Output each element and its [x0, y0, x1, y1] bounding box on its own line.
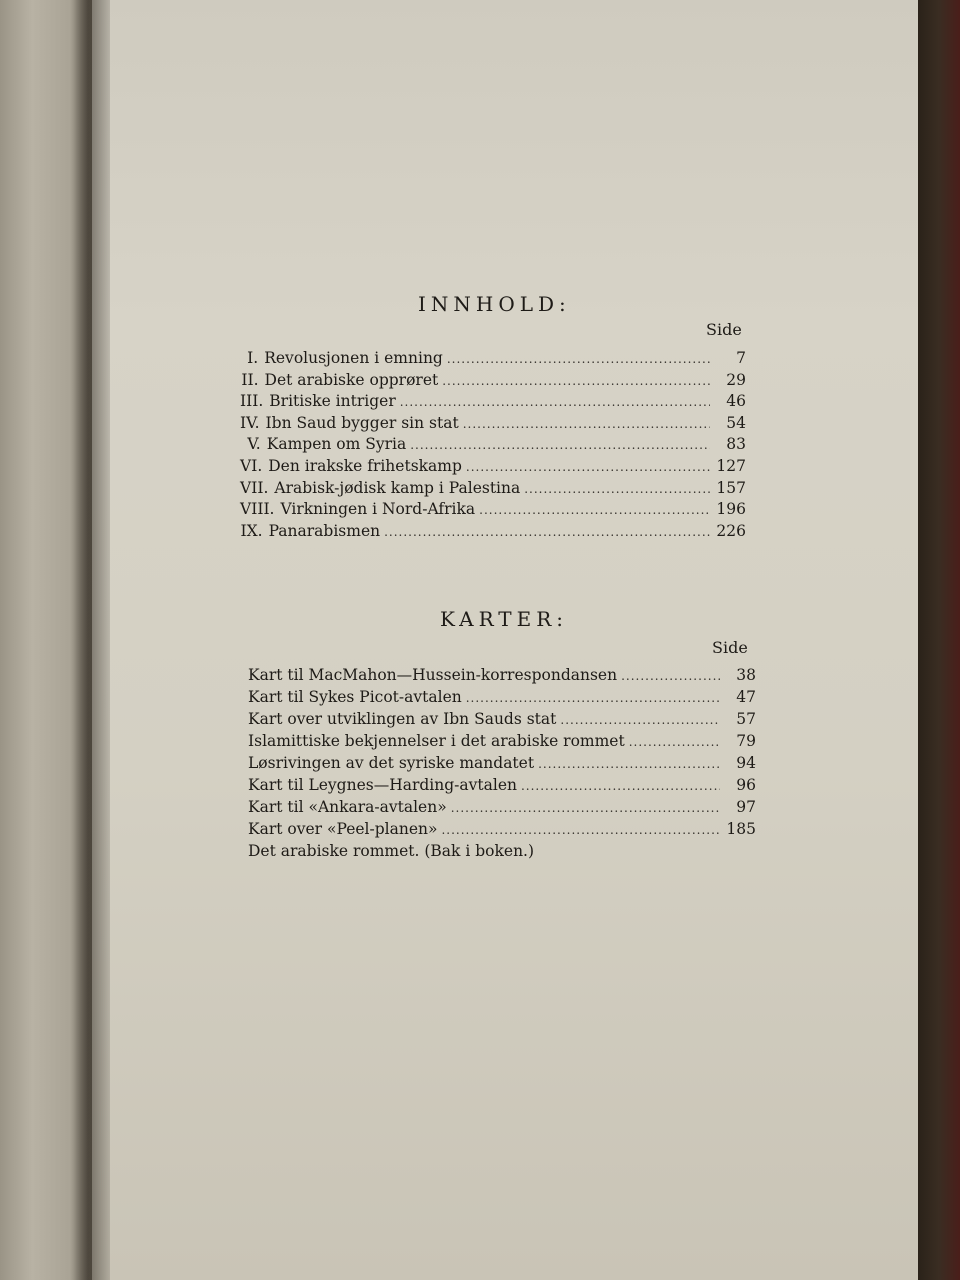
map-title: Det arabiske rommet. (Bak i boken.): [248, 842, 535, 860]
entry-number: VIII.: [240, 500, 275, 519]
maps-final-entry: [248, 841, 756, 862]
entry-title: Kampen om Syria: [266, 435, 407, 454]
entry-number: II.: [241, 370, 259, 389]
dot-leader: [442, 371, 710, 392]
entry-title: Panarabismen: [268, 521, 381, 540]
contents-entry: [240, 391, 746, 413]
entry-page: 29: [726, 370, 746, 389]
dot-leader: [447, 349, 710, 370]
entry-page: 196: [716, 500, 746, 519]
dot-leader: [410, 435, 710, 456]
contents-entry: [240, 348, 746, 370]
entry-number: IV.: [240, 413, 260, 432]
map-title: Kart til Sykes Picot-avtalen: [248, 688, 462, 706]
dot-leader: [463, 414, 710, 435]
entry-number: VI.: [240, 456, 263, 475]
contents-entry: [240, 456, 746, 478]
dot-leader: [466, 688, 720, 709]
maps-entry: [248, 819, 756, 841]
entry-page: 46: [726, 392, 746, 411]
maps-entry: [248, 709, 756, 731]
entry-title: Virkningen i Nord-Afrika: [280, 500, 476, 519]
contents-entry: [240, 413, 746, 435]
maps-entry: [248, 731, 756, 753]
contents-list: [240, 348, 746, 542]
contents-side-label: Side: [706, 320, 742, 339]
map-page: 57: [736, 710, 756, 728]
entry-title: Revolusjonen i emning: [264, 349, 443, 367]
map-page: 94: [736, 754, 756, 772]
entry-number: III.: [240, 392, 264, 411]
map-page: 79: [736, 732, 756, 750]
contents-entry: [240, 499, 746, 521]
map-title: Kart over «Peel-planen»: [248, 820, 438, 838]
book-page: [92, 0, 918, 1280]
dot-leader: [524, 479, 710, 500]
entry-page: 83: [726, 435, 746, 454]
map-title: Løsrivingen av det syriske mandatet: [248, 754, 535, 772]
map-page: 97: [736, 798, 756, 816]
entry-page: 7: [736, 349, 746, 367]
maps-entry: [248, 775, 756, 797]
dot-leader: [629, 732, 720, 753]
entry-number: IX.: [240, 521, 263, 540]
dot-leader: [441, 820, 720, 841]
dot-leader: [400, 392, 710, 413]
entry-title: Den irakske frihetskamp: [268, 456, 462, 475]
maps-list: [248, 665, 756, 862]
contents-entry: [240, 521, 746, 543]
entry-number: I.: [247, 349, 259, 367]
entry-page: 157: [716, 478, 746, 497]
entry-page: 226: [716, 521, 746, 540]
dot-leader: [451, 798, 720, 819]
dot-leader: [384, 522, 710, 543]
contents-entry: [240, 434, 746, 456]
entry-title: Britiske intriger: [269, 392, 396, 411]
map-title: Kart til «Ankara-avtalen»: [248, 798, 447, 816]
map-title: Kart til Leygnes—Harding-avtalen: [248, 776, 517, 794]
map-page: 38: [736, 666, 756, 684]
map-page: 96: [736, 776, 756, 794]
dot-leader: [621, 666, 720, 687]
contents-entry: [240, 478, 746, 500]
dot-leader: [479, 500, 710, 521]
map-title: Kart over utviklingen av Ibn Sauds stat: [248, 710, 557, 728]
book-edge: [918, 0, 960, 1280]
entry-page: 54: [726, 413, 746, 432]
map-title: Kart til MacMahon—Hussein-korrespondansen: [248, 666, 618, 684]
map-page: 47: [736, 688, 756, 706]
contents-heading: INNHOLD:: [418, 292, 571, 316]
dot-leader: [560, 710, 720, 731]
maps-heading: KARTER:: [440, 607, 569, 631]
maps-entry: [248, 687, 756, 709]
maps-entry: [248, 665, 756, 687]
entry-number: V.: [247, 435, 261, 454]
spine-shadow: [70, 0, 110, 1280]
contents-entry: [240, 370, 746, 392]
dot-leader: [521, 776, 720, 797]
entry-title: Arabisk-jødisk kamp i Palestina: [274, 478, 521, 497]
entry-number: VII.: [240, 478, 269, 497]
dot-leader: [538, 754, 720, 775]
entry-title: Det arabiske opprøret: [264, 370, 439, 389]
map-title: Islamittiske bekjennelser i det arabiske rommet: [248, 732, 625, 750]
entry-title: Ibn Saud bygger sin stat: [265, 413, 459, 432]
dot-leader: [466, 457, 710, 478]
maps-side-label: Side: [712, 638, 748, 657]
maps-entry: [248, 753, 756, 775]
map-page: 185: [726, 820, 756, 838]
entry-page: 127: [716, 456, 746, 475]
maps-entry: [248, 797, 756, 819]
